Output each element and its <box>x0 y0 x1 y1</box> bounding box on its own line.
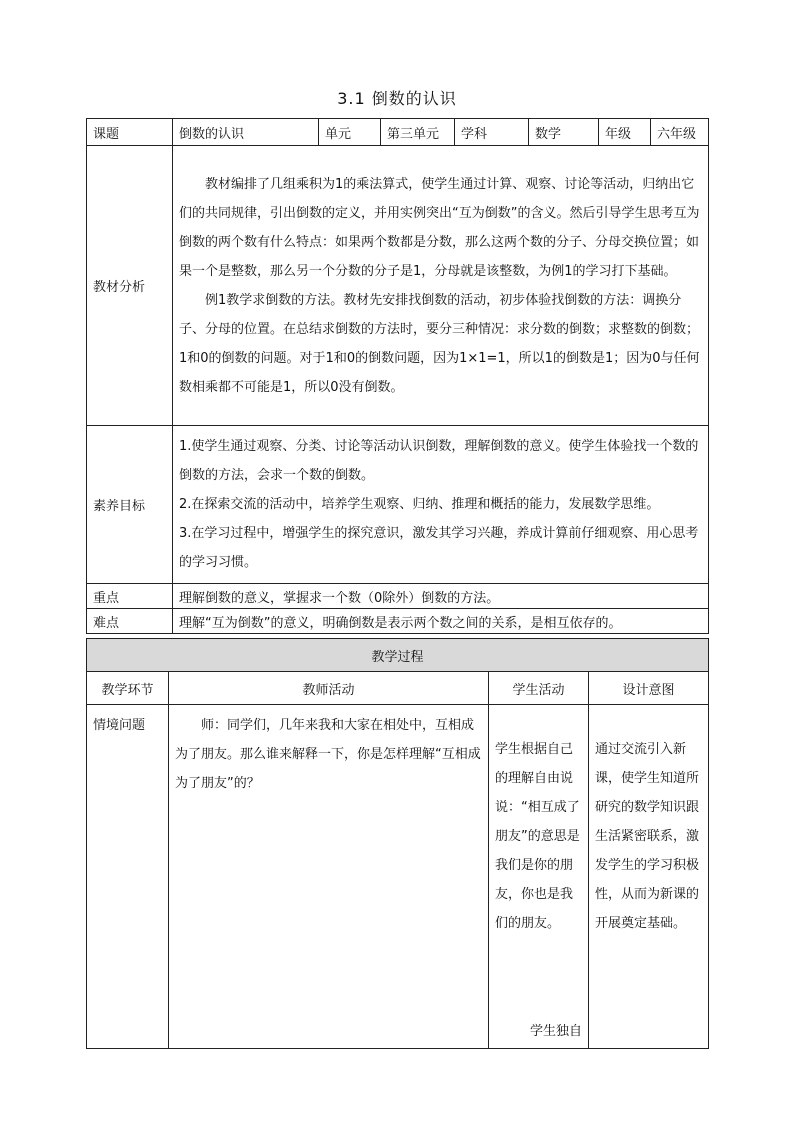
unit-value: 第三单元 <box>381 119 455 146</box>
process-header-row <box>87 672 709 705</box>
difficulty-value: 理解“互为倒数”的意义，明确倒数是表示两个数之间的关系，是相互依存的。 <box>173 609 709 634</box>
subject-value: 数学 <box>529 119 599 146</box>
process-section-row <box>87 639 709 672</box>
student-activity-text: 学生根据自己的理解自由说说：“相互成了朋友”的意思是我们是你的朋友，你也是我们的朋友。 <box>495 742 580 931</box>
grade-value: 六年级 <box>651 119 709 146</box>
grade-label: 年级 <box>599 119 651 146</box>
teacher-activity-cell <box>169 705 489 1049</box>
goal-item: 1.使学生通过观察、分类、讨论等活动认识倒数，理解倒数的意义。使学生体验找一个数的倒数的方法，会求一个数的倒数。 <box>179 439 699 483</box>
subject-label: 学科 <box>455 119 529 146</box>
difficulty-row <box>87 609 709 634</box>
lesson-info-table <box>86 118 709 634</box>
goals-content <box>173 426 709 584</box>
teaching-process-table <box>86 638 709 1049</box>
stage-cell: 情境问题 <box>87 705 169 1049</box>
analysis-paragraph: 教材编排了几组乘积为1的乘法算式，使学生通过计算、观察、讨论等活动，归纳出它们的共同规律，引出倒数的定义，并用实例突出“互为倒数”的含义。然后引导学生思考互为倒数的两个数有什么特点：如果两个数都是分数，那么这两个数的分子、分母交换位置；如果一个是整数，那么另一个分数的分子是1，分母就是该整数，为例1的学习打下基础。 <box>179 176 700 279</box>
teacher-activity-text: 师：同学们，几年来我和大家在相处中，互相成为了朋友。那么谁来解释一下，你是怎样理解“互相成为了朋友”的？ <box>175 718 481 791</box>
analysis-paragraph: 例1教学求倒数的方法。教材先安排找倒数的活动，初步体验找倒数的方法：调换分子、分母的位置。在总结求倒数的方法时，要分三种情况：求分数的倒数；求整数的倒数；1和0的倒数的问题。对于1和0的倒数问题，因为1×1=1，所以1的倒数是1；因为0与任何数相乘都不可能是1，所以0没有倒数。 <box>179 292 700 395</box>
col-header-intent: 设计意图 <box>589 672 709 705</box>
topic-label: 课题 <box>87 119 173 146</box>
key-point-label: 重点 <box>87 584 173 609</box>
col-header-student: 学生活动 <box>489 672 589 705</box>
header-row <box>87 119 709 146</box>
process-section-title: 教学过程 <box>87 639 709 672</box>
unit-label: 单元 <box>319 119 381 146</box>
student-activity-tail: 学生独自 <box>529 1024 582 1039</box>
page-title: 3.1 倒数的认识 <box>337 89 457 108</box>
col-header-stage: 教学环节 <box>87 672 169 705</box>
topic-value: 倒数的认识 <box>173 119 319 146</box>
goals-row <box>87 426 709 584</box>
student-activity-cell <box>489 705 589 1049</box>
difficulty-label: 难点 <box>87 609 173 634</box>
goal-item: 3.在学习过程中，增强学生的探究意识，激发其学习兴趣，养成计算前仔细观察、用心思考的学习习惯。 <box>179 526 699 570</box>
design-intent-text: 通过交流引入新课，使学生知道所研究的数学知识跟生活紧密联系，激发学生的学习积极性，从而为新课的开展奠定基础。 <box>595 742 700 931</box>
goal-item: 2.在探索交流的活动中，培养学生观察、归纳、推理和概括的能力，发展数学思维。 <box>179 497 660 512</box>
process-row <box>87 705 709 1049</box>
analysis-label: 教材分析 <box>87 146 173 426</box>
key-point-value: 理解倒数的意义，掌握求一个数（0除外）倒数的方法。 <box>173 584 709 609</box>
analysis-content <box>173 146 709 426</box>
key-point-row <box>87 584 709 609</box>
analysis-row <box>87 146 709 426</box>
goals-label: 素养目标 <box>87 426 173 584</box>
design-intent-cell <box>589 705 709 1049</box>
col-header-teacher: 教师活动 <box>169 672 489 705</box>
